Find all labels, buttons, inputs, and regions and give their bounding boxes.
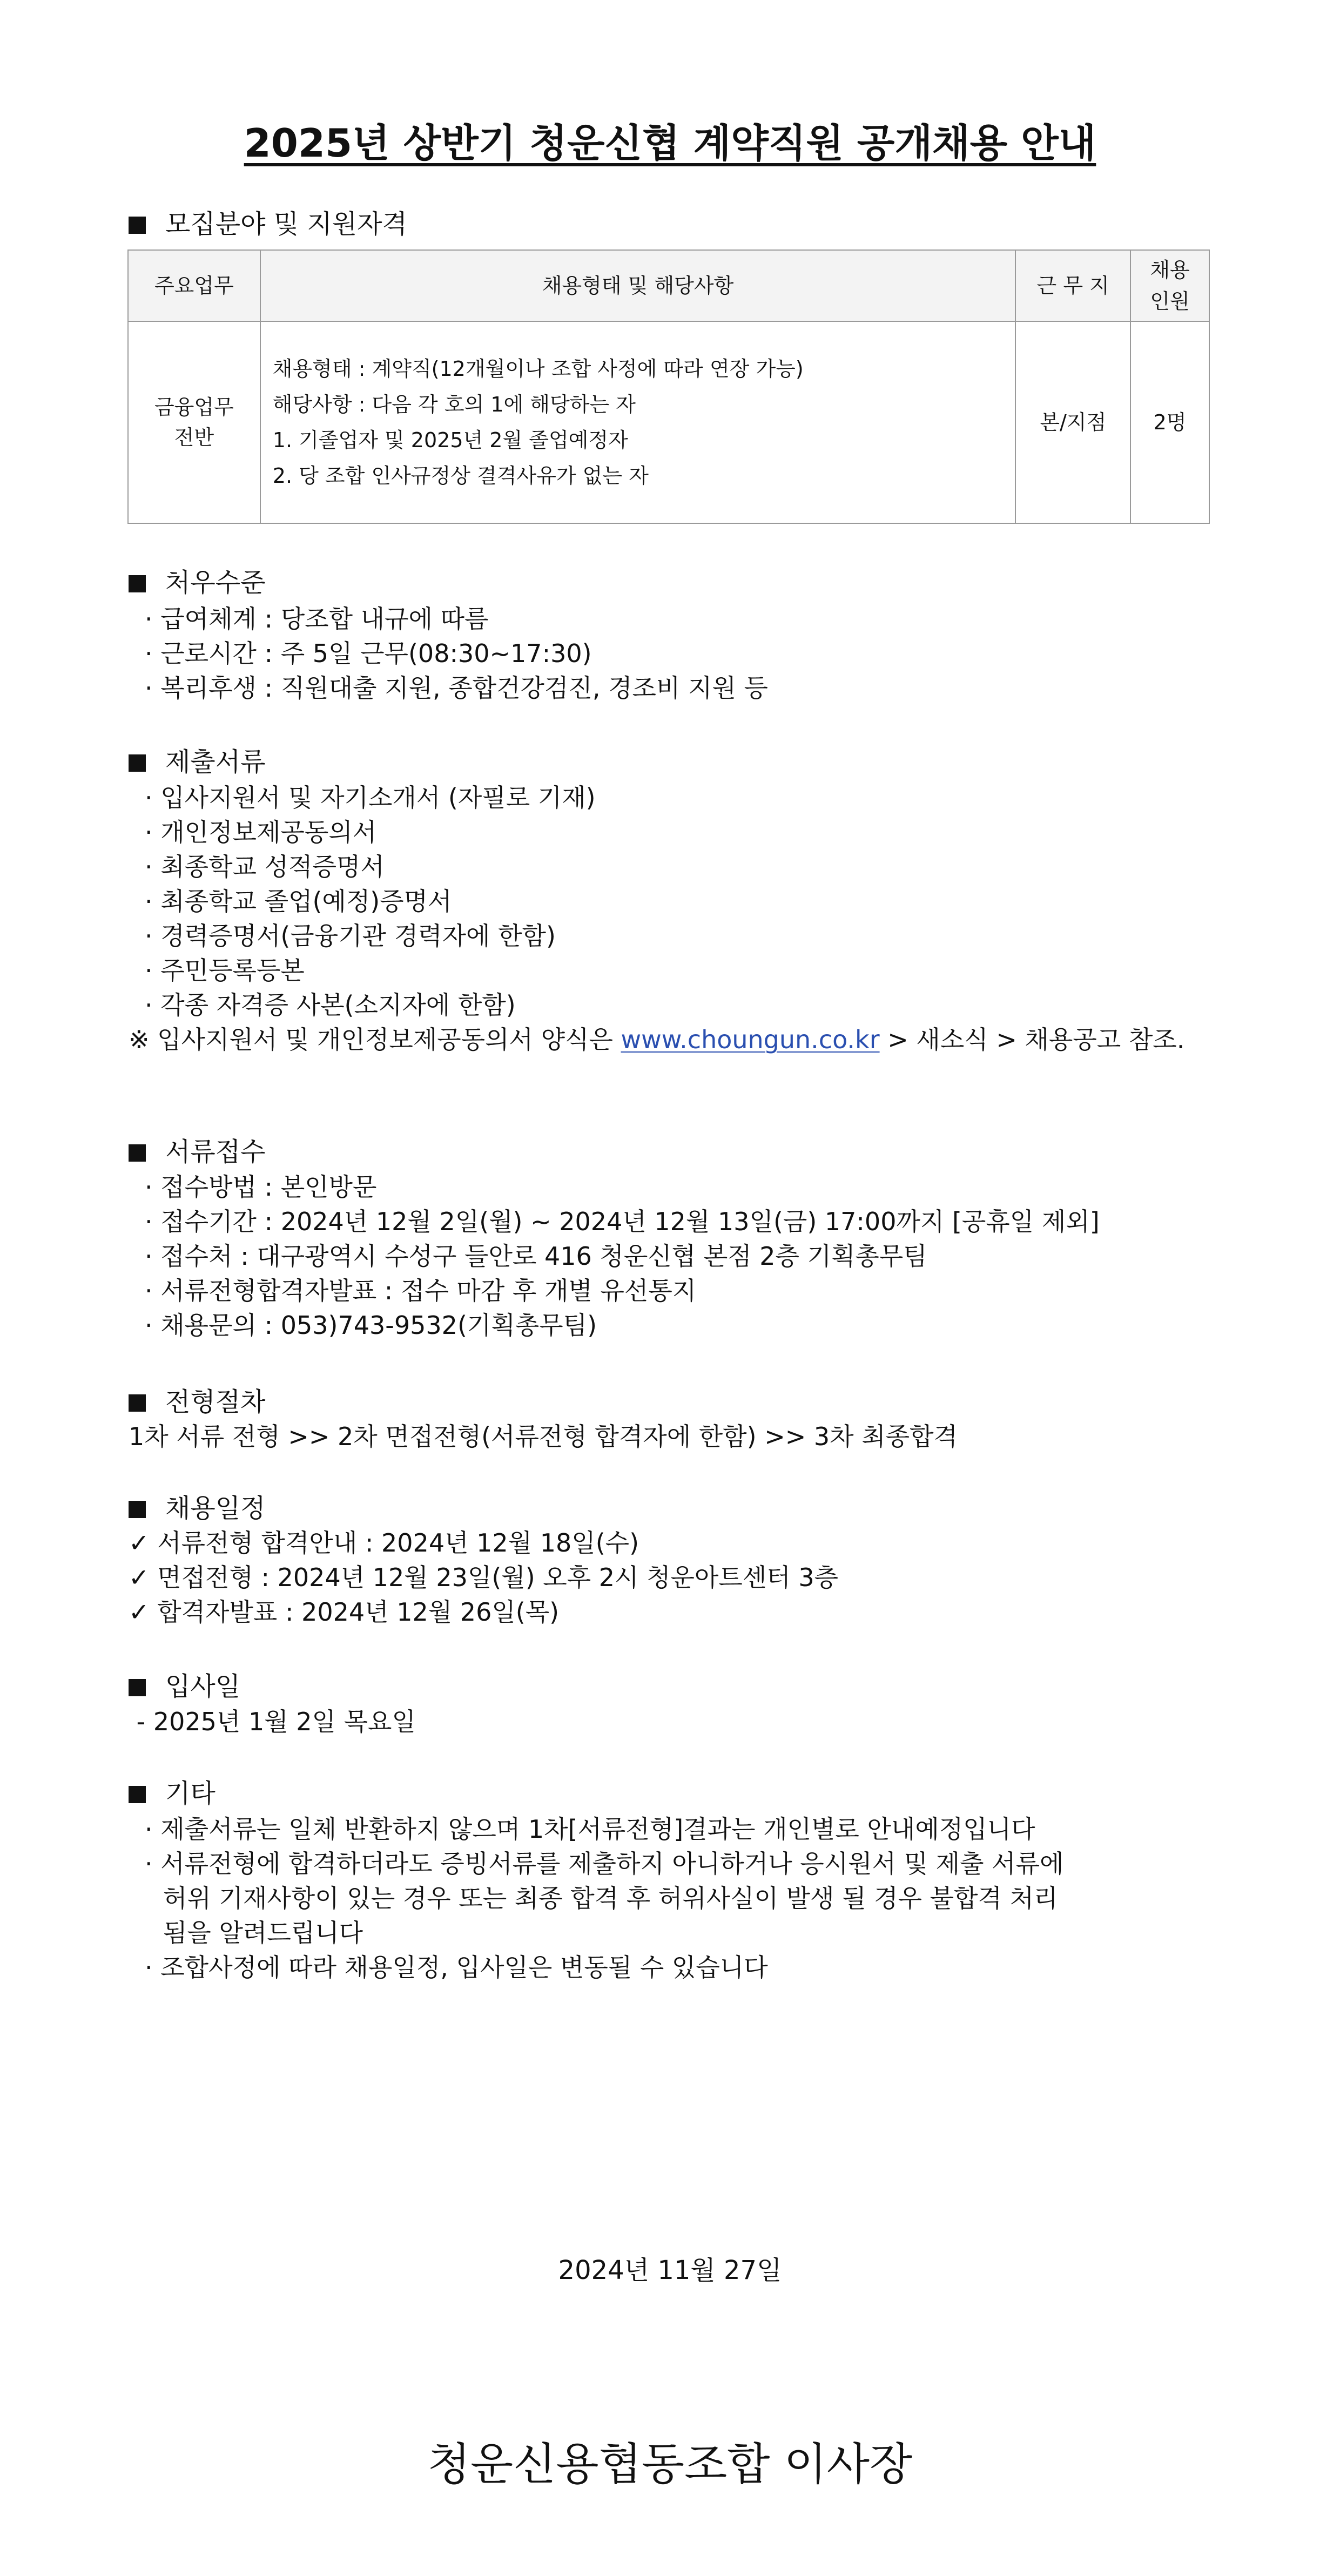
section-heading-process: 전형절차 <box>129 1384 265 1420</box>
table-header-row <box>128 250 1209 321</box>
table-cell-count: 2명 <box>1130 321 1209 523</box>
list-item: · 급여체계 : 당조합 내규에 따름 <box>145 604 489 633</box>
list-item-continued: 됨을 알려드립니다 <box>163 1918 363 1947</box>
list-item: · 접수기간 : 2024년 12월 2일(월) ~ 2024년 12월 13일(금) 17:00까지 [공휴일 제외] <box>145 1207 1100 1236</box>
table-header-location: 근 무 지 <box>1015 250 1130 321</box>
list-item: · 접수처 : 대구광역시 수성구 들안로 416 청운신협 본점 2층 기획총무팀 <box>145 1242 927 1271</box>
section-heading-recruit: 모집분야 및 지원자격 <box>129 206 407 242</box>
list-item: ✓ 면접전형 : 2024년 12월 23일(월) 오후 2시 청운아트센터 3층 <box>129 1563 839 1592</box>
documents-note: ※ 입사지원서 및 개인정보제공동의서 양식은 www.choungun.co.kr > 새소식 > 채용공고 참조. <box>129 1025 1185 1054</box>
homepage-link[interactable]: www.choungun.co.kr <box>621 1025 880 1054</box>
list-item: · 서류전형합격자발표 : 접수 마감 후 개별 유선통지 <box>145 1276 697 1305</box>
section-heading-documents: 제출서류 <box>129 744 265 780</box>
square-bullet-icon <box>129 1394 146 1412</box>
signature: 청운신용협동조합 이사장 <box>427 2439 913 2490</box>
benefits-list <box>129 602 1214 705</box>
list-item: · 입사지원서 및 자기소개서 (자필로 기재) <box>145 783 596 812</box>
square-bullet-icon <box>129 754 146 772</box>
list-item: · 주민등록등본 <box>145 956 305 985</box>
list-item: ✓ 서류전형 합격안내 : 2024년 12월 18일(수) <box>129 1528 639 1557</box>
square-bullet-icon <box>129 1144 146 1162</box>
list-item: · 채용문의 : 053)743-9532(기획총무팀) <box>145 1311 597 1340</box>
section-heading-start: 입사일 <box>129 1669 240 1704</box>
list-item: · 개인정보제공동의서 <box>145 818 377 847</box>
square-bullet-icon <box>129 1501 146 1518</box>
list-item: · 각종 자격증 사본(소지자에 한함) <box>145 990 516 1020</box>
list-item: · 제출서류는 일체 반환하지 않으며 1차[서류전형]결과는 개인별로 안내예정입니다 <box>145 1815 1035 1844</box>
table-header-conditions: 채용형태 및 해당사항 <box>260 250 1016 321</box>
table-header-duty: 주요업무 <box>128 250 260 321</box>
list-item: ✓ 합격자발표 : 2024년 12월 26일(목) <box>129 1597 560 1627</box>
issue-date: 2024년 11월 27일 <box>558 2255 782 2285</box>
list-item: · 근로시간 : 주 5일 근무(08:30~17:30) <box>145 639 592 668</box>
square-bullet-icon <box>129 1679 146 1696</box>
section-heading-reception: 서류접수 <box>129 1134 265 1170</box>
section-heading-benefits: 처우수준 <box>129 565 265 601</box>
table-row <box>128 321 1209 523</box>
table-cell-conditions: 채용형태 : 계약직(12개월이나 조합 사정에 따라 연장 가능) 해당사항 : 다음 각 호의 1에 해당하는 자 1. 기졸업자 및 2025년 2월 졸업예정자 2. 당 조합 인사규정상 결격사유가 없는 자 <box>260 321 1016 523</box>
list-item: · 조합사정에 따라 채용일정, 입사일은 변동될 수 있습니다 <box>145 1953 768 1982</box>
square-bullet-icon <box>129 1786 146 1803</box>
section-heading-schedule: 채용일정 <box>129 1491 265 1526</box>
square-bullet-icon <box>129 575 146 592</box>
table-cell-location: 본/지점 <box>1015 321 1130 523</box>
process-text: 1차 서류 전형 >> 2차 면접전형(서류전형 합격자에 한함) >> 3차 최종합격 <box>129 1422 958 1451</box>
list-item: · 접수방법 : 본인방문 <box>145 1172 377 1202</box>
etc-list <box>129 1812 1214 1985</box>
reception-list <box>129 1170 1214 1343</box>
list-item: · 서류전형에 합격하더라도 증빙서류를 제출하지 아니하거나 응시원서 및 제출 서류에 <box>145 1849 1064 1878</box>
documents-list <box>129 780 1214 1057</box>
list-item: · 경력증명서(금융기관 경력자에 한함) <box>145 921 556 950</box>
table-header-count: 채용 인원 <box>1130 250 1209 321</box>
table-cell-duty: 금융업무 전반 <box>128 321 260 523</box>
start-date-text: - 2025년 1월 2일 목요일 <box>129 1707 416 1736</box>
recruit-table <box>127 249 1210 524</box>
document-title: 2025년 상반기 청운신협 계약직원 공개채용 안내 <box>244 120 1096 166</box>
square-bullet-icon <box>129 217 146 234</box>
list-item: · 복리후생 : 직원대출 지원, 종합건강검진, 경조비 지원 등 <box>145 673 768 703</box>
list-item: · 최종학교 성적증명서 <box>145 852 385 881</box>
list-item-continued: 허위 기재사항이 있는 경우 또는 최종 합격 후 허위사실이 발생 될 경우 불합격 처리 <box>163 1884 1058 1913</box>
section-heading-etc: 기타 <box>129 1776 216 1811</box>
schedule-list <box>129 1526 1214 1629</box>
list-item: · 최종학교 졸업(예정)증명서 <box>145 887 452 916</box>
